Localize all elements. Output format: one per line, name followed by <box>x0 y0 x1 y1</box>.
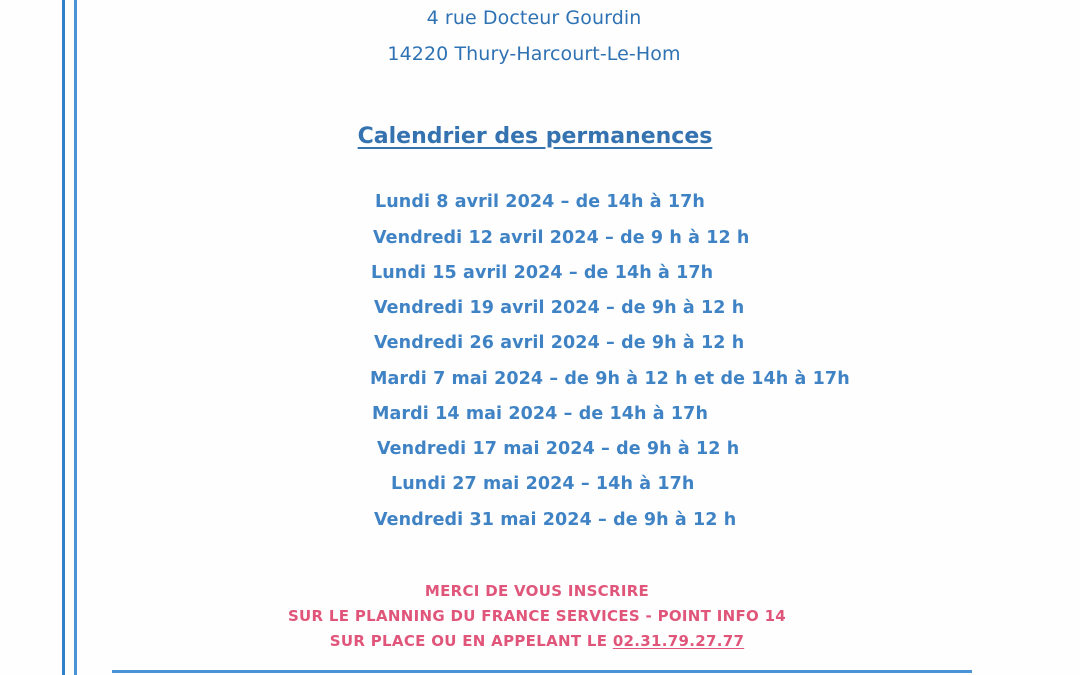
schedule-item: Vendredi 31 mai 2024 – de 9h à 12 h <box>374 510 737 530</box>
schedule-item: Lundi 8 avril 2024 – de 14h à 17h <box>375 192 705 212</box>
schedule-item: Mardi 7 mai 2024 – de 9h à 12 h et de 14h à 17h <box>370 369 850 389</box>
bottom-border <box>112 670 972 673</box>
schedule-item: Vendredi 26 avril 2024 – de 9h à 12 h <box>374 333 745 353</box>
page-title: Calendrier des permanences <box>357 124 713 149</box>
left-border-outer <box>62 0 65 675</box>
notice-line-2: SUR LE PLANNING DU FRANCE SERVICES - POINT INFO 14 <box>287 607 787 625</box>
notice-line-1: MERCI DE VOUS INSCRIRE <box>424 582 650 600</box>
schedule-item: Vendredi 12 avril 2024 – de 9 h à 12 h <box>373 228 750 248</box>
left-border-inner <box>74 0 77 675</box>
address-street: 4 rue Docteur Gourdin <box>426 7 642 29</box>
phone-number[interactable]: 02.31.79.27.77 <box>612 632 745 650</box>
schedule-item: Lundi 27 mai 2024 – 14h à 17h <box>391 474 695 494</box>
schedule-item: Vendredi 17 mai 2024 – de 9h à 12 h <box>377 439 740 459</box>
notice-line-3 <box>0 632 1074 650</box>
notice-line-3-text: SUR PLACE OU EN APPELANT LE <box>329 632 613 650</box>
schedule-item: Lundi 15 avril 2024 – de 14h à 17h <box>371 263 714 283</box>
schedule-item: Mardi 14 mai 2024 – de 14h à 17h <box>372 404 708 424</box>
schedule-item: Vendredi 19 avril 2024 – de 9h à 12 h <box>374 298 745 318</box>
address-city: 14220 Thury-Harcourt-Le-Hom <box>387 43 681 65</box>
